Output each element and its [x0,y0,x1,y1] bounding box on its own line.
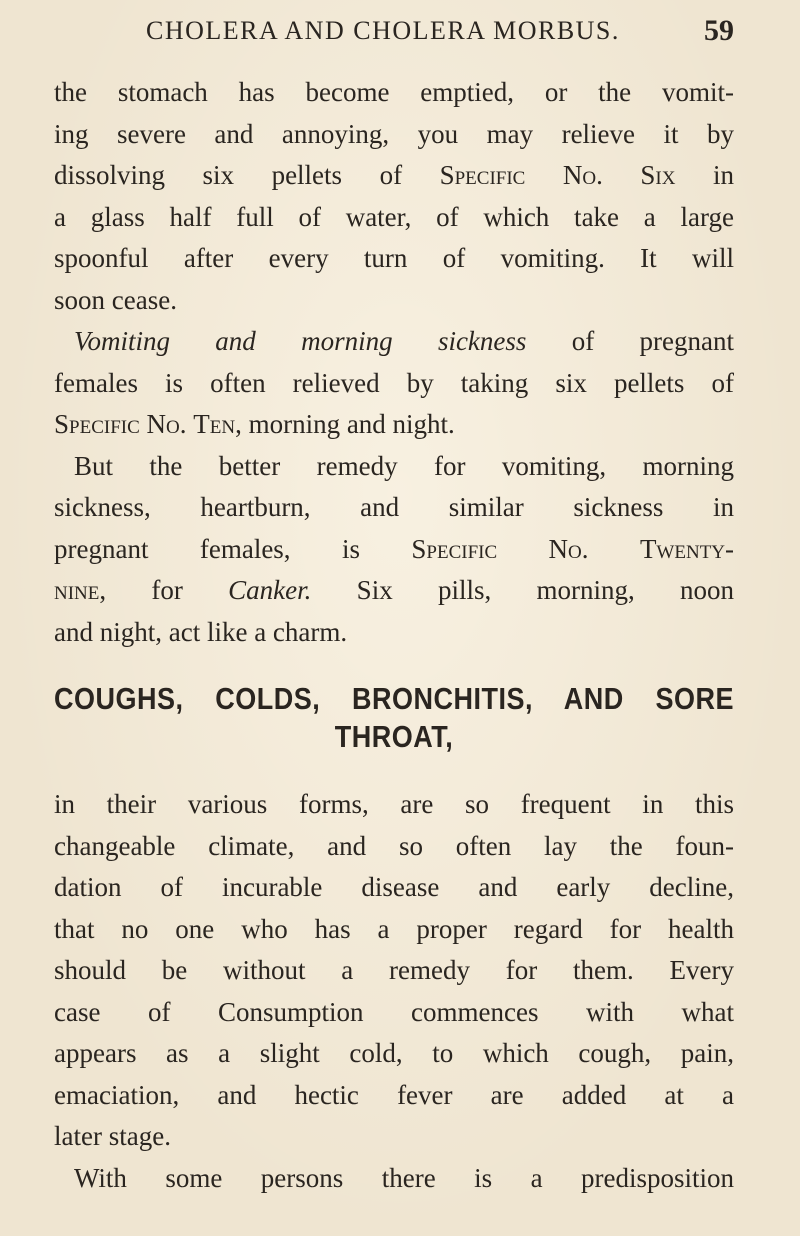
small-caps-run: Twenty- [639,533,735,564]
text-run: of pregnant [526,326,734,356]
small-caps-run: Specific [411,533,498,564]
text-line: should be without a remedy for them. Every [54,955,734,985]
italic-run: Vomiting and morning sickness [74,326,527,356]
running-head [54,16,734,56]
page-number: 59 [704,14,734,47]
small-caps-run: Specific [54,409,140,439]
running-title: CHOLERA AND CHOLERA MORBUS. [146,16,620,45]
text-line: that no one who has a proper regard for health [54,913,734,944]
text-line: in their various forms, are so frequent in this [54,789,734,819]
small-caps-run: Specific [439,160,526,190]
text-line: and night, act like a charm. [54,616,348,647]
small-caps-run: No. [562,160,603,190]
text-run: nine, for [54,575,229,605]
small-caps-run: No. [548,533,589,564]
text-line: emaciation, and hectic fever are added at a [54,1079,734,1110]
text-line: dation of incurable disease and early decline, [54,872,734,902]
text-run: Six pills, morning, noon [311,575,734,605]
text-line [54,570,734,612]
text-line: Specific No. Ten, morning and night. [54,409,455,439]
text-line: With some persons there is a predisposition [74,1162,734,1193]
small-caps-run: Ten [193,409,236,439]
text-line: But the better remedy for vomiting, morning [74,450,734,481]
text-line [54,321,734,363]
text-line: pregnant females, is Specific No. Twenty- [54,533,735,564]
section-heading-line-1: COUGHS, COLDS, BRONCHITIS, AND SORE [54,682,734,716]
text-line: soon cease. [54,284,177,315]
text-line: ing severe and annoying, you may relieve it by [54,118,734,149]
text-line: sickness, heartburn, and similar sickness in [54,492,734,522]
body-text-lower [54,784,734,1199]
text-line: females is often relieved by taking six pellets of [54,367,734,398]
small-caps-run: Six [640,160,676,190]
italic-run: Canker. [228,575,312,605]
text-line: case of Consumption commences with what [54,996,734,1027]
section-heading-line-2: THROAT, [334,720,454,754]
body-text-upper [54,72,734,653]
text-line: a glass half full of water, of which take a large [54,201,734,232]
small-caps-run: No. [146,409,187,439]
text-line: later stage. [54,1121,171,1151]
text-line: changeable climate, and so often lay the foun- [54,830,734,861]
small-caps-run: nine [54,575,100,605]
text-line: appears as a slight cold, to which cough, pain, [54,1038,734,1068]
text-line: the stomach has become emptied, or the vomit- [54,77,734,107]
text-line: dissolving six pellets of Specific No. Six in [54,160,735,190]
text-line: spoonful after every turn of vomiting. It will [54,243,734,273]
